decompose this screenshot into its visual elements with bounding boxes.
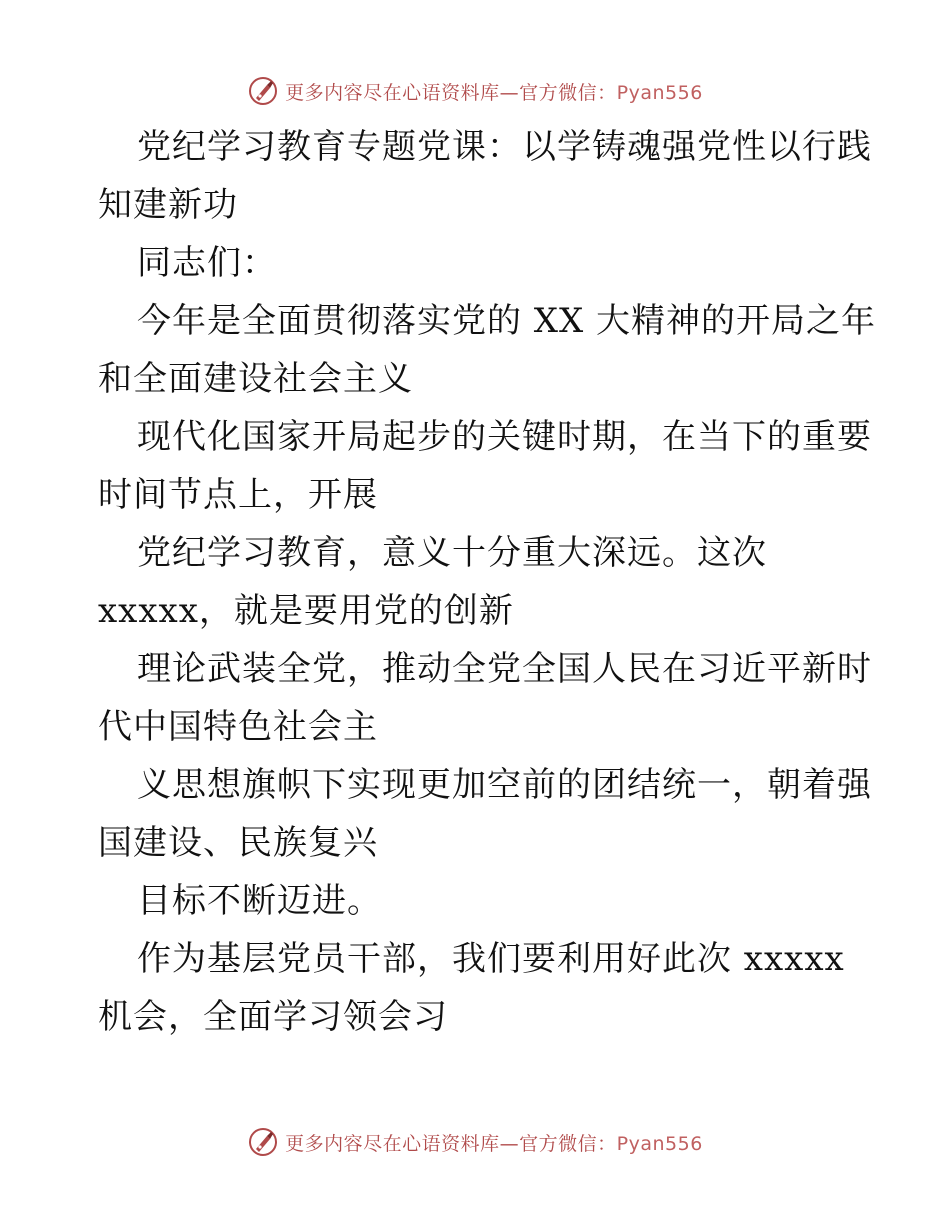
banner-wechat-id: Pyan556 bbox=[616, 81, 703, 104]
paragraph-line: 作为基层党员干部，我们要利用好此次 xxxxx bbox=[137, 939, 845, 979]
paragraph-line: 代中国特色社会主 bbox=[98, 707, 378, 747]
paragraph-line: 国建设、民族复兴 bbox=[98, 823, 378, 863]
paragraph-line: 党纪学习教育，意义十分重大深远。这次 bbox=[137, 533, 767, 573]
banner-label: 更多内容尽在心语资料库—官方微信： bbox=[285, 81, 617, 104]
paragraph-line: 今年是全面贯彻落实党的 XX 大精神的开局之年 bbox=[137, 301, 877, 341]
paragraph-line: 时间节点上，开展 bbox=[98, 475, 378, 515]
salutation: 同志们： bbox=[137, 243, 277, 283]
paragraph-line: 目标不断迈进。 bbox=[137, 881, 382, 921]
paragraph-line: 理论武装全党，推动全党全国人民在习近平新时 bbox=[137, 649, 872, 689]
paragraph-line: 和全面建设社会主义 bbox=[98, 359, 413, 399]
pen-nib-logo-icon bbox=[247, 75, 279, 107]
banner-text bbox=[285, 78, 703, 105]
title-line-1: 党纪学习教育专题党课：以学铸魂强党性以行践 bbox=[137, 127, 872, 167]
header-watermark-banner bbox=[0, 71, 950, 111]
title-line-2: 知建新功 bbox=[98, 185, 238, 225]
paragraph-line: 义思想旗帜下实现更加空前的团结统一，朝着强 bbox=[137, 765, 872, 805]
banner-label: 更多内容尽在心语资料库—官方微信： bbox=[285, 1132, 617, 1155]
footer-watermark-banner bbox=[0, 1122, 950, 1162]
pen-nib-logo-icon bbox=[247, 1126, 279, 1158]
banner-text bbox=[285, 1129, 703, 1156]
paragraph-line: 机会，全面学习领会习 bbox=[98, 997, 448, 1037]
paragraph-line: 现代化国家开局起步的关键时期，在当下的重要 bbox=[137, 417, 872, 457]
document-body bbox=[98, 118, 877, 1046]
banner-wechat-id: Pyan556 bbox=[616, 1132, 703, 1155]
paragraph-line: xxxxx，就是要用党的创新 bbox=[98, 591, 514, 631]
